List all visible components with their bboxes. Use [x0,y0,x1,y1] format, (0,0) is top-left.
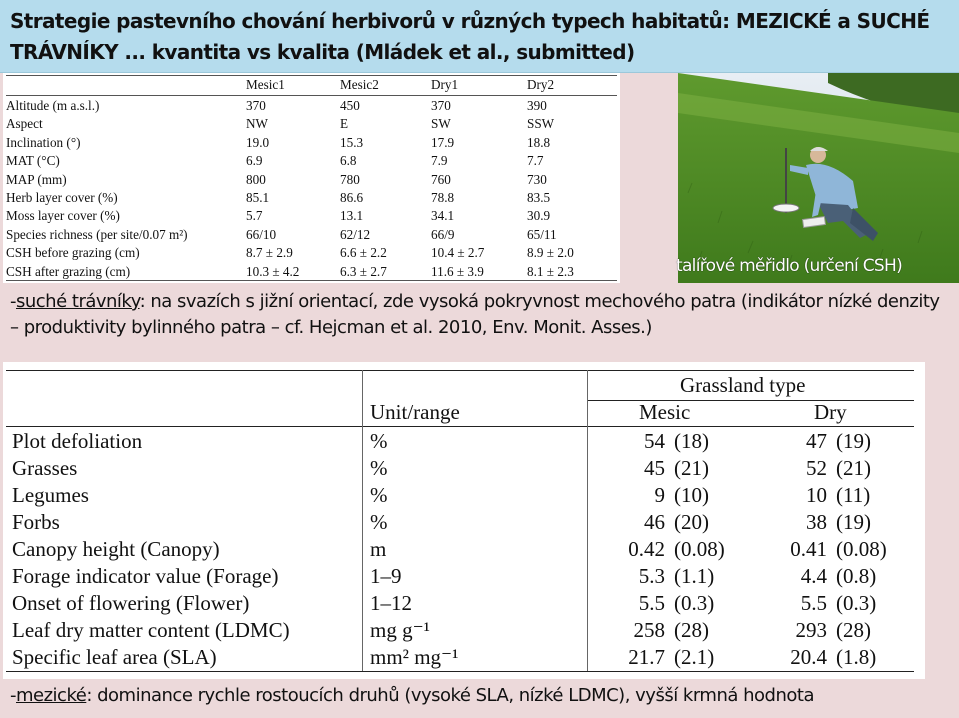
table-cell: 34.1 [431,208,455,224]
table-cell: 6.8 [340,153,357,169]
row-label: Inclination (°) [6,134,81,150]
grassland-type-table [3,362,925,679]
title-line-2: TRÁVNÍKY ... kvantita vs kvalita (Mládek et al., submitted) [10,40,635,64]
dry-header: Dry [814,400,847,424]
dry-value: 38 [806,510,827,534]
table-cell: 66/9 [431,226,455,242]
table-cell: 15.3 [340,134,364,150]
table-cell: 30.9 [527,208,551,224]
table-cell: 370 [246,98,266,113]
mesic-sd: (10) [674,483,709,507]
table-row [3,189,620,208]
mesic-sd: (20) [674,510,709,534]
dry-sd: (0.3) [836,591,877,615]
table-row [3,617,925,644]
table-cell: 10.3 ± 4.2 [246,263,300,279]
table-cell: 10.4 ± 2.7 [431,245,485,261]
note-prefix: - [10,685,16,706]
table-cell: 19.0 [246,134,270,150]
table-cell: 6.9 [246,153,263,169]
table-cell: 7.9 [431,153,448,169]
table-cell: 66/10 [246,226,277,242]
table-cell: 85.1 [246,190,270,205]
table-row [3,226,620,245]
dry-sd: (19) [836,429,871,453]
dry-value: 4.4 [800,564,827,588]
table-cell: 83.5 [527,190,551,205]
unit-cell: mm² mg⁻¹ [370,645,459,669]
table-row [3,263,620,282]
table-row [3,455,925,482]
row-label: MAT (°C) [6,153,60,169]
row-label: Canopy height (Canopy) [12,537,220,561]
grassland-type-header: Grassland type [680,373,806,397]
unit-range-header: Unit/range [370,400,460,424]
table-cell: 390 [527,98,547,113]
mesic-value: 54 [644,429,665,453]
dry-value: 20.4 [790,645,827,669]
site-characteristics-table [3,73,620,283]
table-cell: 6.6 ± 2.2 [340,245,387,261]
row-label: Aspect [6,116,43,132]
table-row [3,536,925,563]
unit-cell: % [370,483,388,507]
table-cell: 8.1 ± 2.3 [527,263,574,279]
table-row [3,115,620,134]
table-cell: E [340,116,349,132]
row-label: Grasses [12,456,78,480]
mesic-grassland-note [10,683,950,709]
column-header: Dry2 [527,77,555,92]
table-row [3,152,620,171]
table-cell: 370 [431,98,451,113]
unit-cell: 1–12 [370,591,412,615]
dry-value: 47 [806,429,827,453]
table-cell: NW [246,116,268,132]
table-header-rule [6,95,617,96]
mesic-value: 5.3 [638,564,665,588]
row-label: Species richness (per site/0.07 m²) [6,226,188,242]
mesic-sd: (0.08) [674,537,725,561]
column-header: Mesic1 [246,77,285,92]
grassland-measurement-image [678,73,959,283]
dry-sd: (28) [836,618,871,642]
mesic-grassland-term: mezické [16,685,87,706]
dry-value: 293 [795,618,827,642]
mesic-value: 46 [644,510,665,534]
table-row [3,207,620,226]
table-cell: 78.8 [431,190,455,205]
mesic-value: 45 [644,456,665,480]
row-label: Plot defoliation [12,429,143,453]
table-row [3,482,925,509]
table-cell: 6.3 ± 2.7 [340,263,387,279]
dry-grassland-text: : na svazích s jižní orientací, zde vysoká pokryvnost mechového patra (indikátor nízké denzity – produktivity bylinného patra – cf. Hejcman et al. 2010, Env. Monit. Asses.) [10,291,940,338]
table-cell: 17.9 [431,134,455,150]
dry-sd: (21) [836,456,871,480]
table-cell: 8.7 ± 2.9 [246,245,293,261]
table-row [3,171,620,190]
unit-cell: 1–9 [370,564,402,588]
row-label: Specific leaf area (SLA) [12,645,217,669]
row-label: CSH after grazing (cm) [6,263,131,279]
column-header: Mesic2 [340,77,379,92]
table-cell: 760 [431,171,451,187]
dry-value: 10 [806,483,827,507]
dry-sd: (0.8) [836,564,877,588]
dry-sd: (1.8) [836,645,877,669]
mesic-sd: (18) [674,429,709,453]
dry-grassland-term: suché trávníky [16,291,140,312]
mesic-sd: (1.1) [674,564,715,588]
row-label: Leaf dry matter content (LDMC) [12,618,290,642]
row-label: MAP (mm) [6,171,67,187]
table-cell: 450 [340,98,360,113]
dry-value: 5.5 [800,591,827,615]
table-row [3,644,925,671]
mesic-sd: (21) [674,456,709,480]
dry-sd: (0.08) [836,537,887,561]
table-cell: 780 [340,171,360,187]
slide-title [0,0,959,73]
unit-cell: % [370,429,388,453]
unit-cell: % [370,510,388,534]
table-row [3,509,925,536]
mesic-header: Mesic [639,400,691,424]
row-label: Herb layer cover (%) [6,190,118,205]
table-row [3,134,620,153]
table-row [3,590,925,617]
row-label: CSH before grazing (cm) [6,245,140,261]
photo-caption: talířové měřidlo (určení CSH) [676,256,903,276]
mesic-value: 9 [654,483,665,507]
table-row [3,563,925,590]
row-label: Onset of flowering (Flower) [12,591,250,615]
row-label: Forbs [12,510,60,534]
mesic-value: 258 [633,618,665,642]
table-row [3,97,620,116]
mesic-value: 0.42 [628,537,665,561]
table-bottom-rule [6,671,914,672]
table-cell: 5.7 [246,208,263,224]
table-top-rule [6,370,914,371]
table-cell: 800 [246,171,266,187]
table-cell: SW [431,116,451,132]
row-label: Moss layer cover (%) [6,208,120,224]
table-cell: 11.6 ± 3.9 [431,263,484,279]
table-cell: 86.6 [340,190,364,205]
table-header-rule [6,426,914,427]
table-cell: 62/12 [340,226,371,242]
row-label: Altitude (m a.s.l.) [6,98,100,113]
dry-grassland-note [10,289,950,341]
dry-sd: (11) [836,483,871,507]
column-header: Dry1 [431,77,459,92]
unit-cell: mg g⁻¹ [370,618,430,642]
row-label: Legumes [12,483,89,507]
table-cell: 730 [527,171,547,187]
group-header-rule [587,400,914,401]
dry-value: 0.41 [790,537,827,561]
field-photo [678,73,959,283]
unit-cell: m [370,537,387,561]
table-row [3,428,925,455]
mesic-grassland-text: : dominance rychle rostoucích druhů (vysoké SLA, nízké LDMC), vyšší krmná hodnota [86,685,814,706]
table-cell: 8.9 ± 2.0 [527,245,574,261]
title-line-1: Strategie pastevního chování herbivorů v různých typech habitatů: MEZICKÉ a SUCHÉ [10,9,930,33]
table-header-row [3,76,620,95]
mesic-sd: (2.1) [674,645,715,669]
table-cell: SSW [527,116,555,132]
table-cell: 18.8 [527,134,551,150]
unit-cell: % [370,456,388,480]
table-cell: 7.7 [527,153,544,169]
row-label: Forage indicator value (Forage) [12,564,279,588]
dry-sd: (19) [836,510,871,534]
table-cell: 65/11 [527,226,557,242]
mesic-sd: (28) [674,618,709,642]
table-cell: 13.1 [340,208,364,224]
table-row [3,244,620,263]
mesic-value: 21.7 [628,645,665,669]
mesic-sd: (0.3) [674,591,715,615]
dry-value: 52 [806,456,827,480]
mesic-value: 5.5 [638,591,665,615]
note-prefix: - [10,291,16,312]
